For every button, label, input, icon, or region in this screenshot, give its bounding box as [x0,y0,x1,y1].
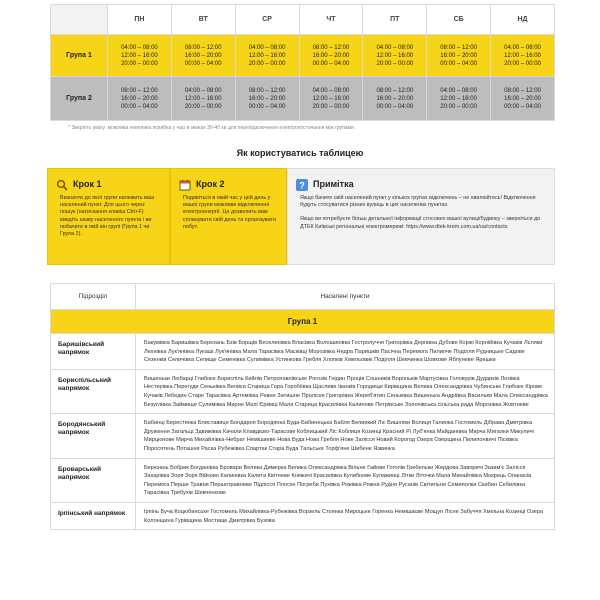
towns-list: Бакумівка Баришівка Березань Бзів Борщів Веселинівка Власівка Волошинівка Гостролуччя Григорівка Дернівка Дубове Коржі Корнійівка Кучаків Лєляки Лехнівка Лук'янівка Лукаші Лук'янівка Мала Тарасівка Масківці Морозівка Недра Паришків Пасічна Перемога Пилипче Поділля Рудницьке Садове Сезенків Селичівка Селище Семенівка Сулимівка Устинкова Гребля Хлопків Хмельовик Поділля Шевчинка Шовкове Яблуневе Ярешки [136,334,555,370]
time-slot: 08:00 – 12:00 [312,44,350,51]
time-slot: 00:00 – 04:00 [121,103,158,110]
time-slot: 16:00 – 20:00 [184,52,222,59]
time-slot: 12:00 – 16:00 [440,95,477,102]
time-slot: 04:00 – 08:00 [121,44,158,51]
division-column-header: Підрозділ [51,284,136,310]
time-slot: 04:00 – 08:00 [248,44,286,51]
day-header: ПН [108,5,172,35]
time-slot: 08:00 – 12:00 [248,87,286,94]
time-slot: 00:00 – 04:00 [440,60,477,67]
day-header: СР [235,5,299,35]
settlement-row [51,458,555,502]
time-slot-cell [235,77,299,121]
schedule-group-row [51,77,555,121]
note-text-1: Якщо бачите свій населений пункт у кількох групах відключень – не хвилюйтесь! Відключення будуть стосуватися різних вулиць в цих населених пунктах. [300,195,536,209]
outage-schedule-table [50,4,555,121]
time-slot-cell [491,35,555,77]
time-slot: 20:00 – 00:00 [184,103,222,110]
division-name: Бородянський напрямок [51,414,136,458]
time-slot-cell [491,77,555,121]
group-heading-row [51,310,555,334]
schedule-header-row [51,5,555,35]
note-title: Примітка [313,179,354,189]
time-slot: 20:00 – 00:00 [312,103,350,110]
time-slot-cell [363,77,427,121]
time-slot: 12:00 – 16:00 [376,52,414,59]
svg-text:?: ? [299,180,305,191]
towns-list: Вишеньки Любарці Глибоке Бориспіль Кийлів Петропавлівське Рогозів Гнідин Проців Сошників Вороньків Мартусівка Головурів Дударків Лозівка Нестерівка Перегуди Сеньківка Велика Старица Гора Горобіївка Щасливе Іванків Городище Кирівщина Велика Олександрівка Чубинське Глибоке Кірове Кучаків Лебедин Старе Тарасівка Артемівка Ревне Затишне Проліски Григорівка Жереб'ятин Сеньківка Вишенька Андріївка Васильки Мала Олександрівка Безуглівка Займище Сулимівка Мирне Малі Єрківці Мала Старица Красилівка Калинове Петрівське Золочівська сільська рада Морозівка Жовтневе [136,369,555,413]
towns-list: Березань Бобрик Богданівка Бровари Велика Димерка Велика Олександрівка Вільне Гайове Гоголів Гребельки Жердова Заворичі Зазим'є Залісся Захарівка Зоря Зоря Війково Калинівка Калита Квітневе Княжичі Красилівка Кулибнове Кулажинці Літки Літочки Мала Михайлівка Мокрець Опанасів Перемога Перше Травня Першотравневе Підлісся Плоске Погреби Пухівка Рожівка Рожни Рудня Русанів Світильня Семиполки Скибин Себилівка Тарасівка Требухів Шевченкове [136,458,555,502]
time-slot-cell [171,35,235,77]
calendar-icon [179,178,191,190]
settlement-row [51,502,555,529]
time-slot: 20:00 – 00:00 [376,60,414,67]
time-slot-cell [427,35,491,77]
step1-title: Крок 1 [73,179,102,189]
time-slot: 20:00 – 00:00 [504,60,541,67]
step2-title: Крок 2 [196,179,225,189]
time-slot-cell [235,35,299,77]
time-slot-cell [108,77,172,121]
time-slot: 12:00 – 16:00 [504,52,541,59]
time-slot-cell [363,35,427,77]
settlements-header-row [51,284,555,310]
time-slot: 04:00 – 08:00 [184,87,222,94]
note-box [287,168,555,265]
time-slot: 20:00 – 00:00 [440,103,477,110]
towns-column-header: Населені пункти [136,284,555,310]
towns-list: Ірпінь Буча Коцюбинське Гостомель Михайлівка-Рубежівка Ворзель Стоянка Мироцьке Горенка Немішаєве Мощун Лісне Забуччя Хмільна Козинці Озера Колонщина Гурівщина Мостище Дмитрівка Бузова [136,502,555,529]
time-slot: 16:00 – 20:00 [248,95,286,102]
time-slot: 04:00 – 08:00 [440,87,477,94]
time-slot: 12:00 – 16:00 [248,52,286,59]
time-slot: 08:00 – 12:00 [504,87,541,94]
settlement-row [51,414,555,458]
division-name: Баришівський напрямок [51,334,136,370]
day-header: НД [491,5,555,35]
group-heading: Група 1 [51,310,555,334]
time-slot: 04:00 – 08:00 [504,44,541,51]
time-slot: 08:00 – 12:00 [184,44,222,51]
division-name: Ірпінський напрямок [51,502,136,529]
time-slot: 08:00 – 12:00 [376,87,414,94]
time-slot: 16:00 – 20:00 [440,52,477,59]
howto-title: Як користуватись таблицею [236,148,364,158]
division-name: Броварський напрямок [51,458,136,502]
time-slot-cell [299,35,363,77]
question-icon [296,178,308,190]
step2-text: Подивіться в який час у цей день у вашої групи можливе відключення електроенергії. Це дозволить вам спланувати свій день та організувати побут. [183,195,276,230]
time-slot-cell [299,77,363,121]
magnifier-icon [56,178,68,190]
group-name-cell: Група 1 [51,35,108,77]
day-header: СБ [427,5,491,35]
time-slot: 04:00 – 08:00 [376,44,414,51]
time-slot: 16:00 – 20:00 [312,52,350,59]
note-text-2: Якщо ви потребуєте більш детальної інформації стосовно вашої вулиці/будинку – зверніться до ДТЕК Київські регіональні електромережі: https://www.dtek-krem.com.ua/ua/contacts [300,216,541,230]
time-slot: 12:00 – 16:00 [184,95,222,102]
step1-text: Визначте до якої групи належить ваш населений пункт. Для цього через пошук (натискання клавіш Ctrl+F) введіть назву населеного пункта і ви побачите в якій він групі (Група 1 чи Група 2). [60,195,155,238]
time-slot: 16:00 – 20:00 [504,95,541,102]
time-slot: 00:00 – 04:00 [376,103,414,110]
time-slot: 00:00 – 04:00 [248,103,286,110]
settlement-row [51,334,555,370]
step1-box [47,168,170,265]
schedule-corner-cell [51,5,108,35]
time-slot: 16:00 – 20:00 [121,95,158,102]
time-slot: 00:00 – 04:00 [312,60,350,67]
time-slot: 00:00 – 04:00 [184,60,222,67]
towns-list: Бабинці Берестянка Блиставиця Бондарня Бородянка Буда-Бабинецька Бабля Велиикий Ліс Вишняки Волиця Галинка Гостомель Дібрава Дмитрівка Друження Загальці Здвижівка Качали Клавдієво-Тарасове Коблицький Ліс Коблиця Козинці Красний Рі Луб'янка Майданівка Мирча Мигалки Микуличі Мирцюнове Мирча Михайлівка-Небрат Немішаеве Нова Буда Нова Гребля Нове Залісся Новий Корогод Озера Озерщина Пилипонвичі Пісківка Поросятень Поташня Раска Рубежівка Спартак Стара Буда Тальське Торф'яне Шибене Язвинка [136,414,555,458]
time-slot: 16:00 – 20:00 [376,95,414,102]
time-slot: 08:00 – 12:00 [440,44,477,51]
time-slot: 20:00 – 00:00 [121,60,158,67]
time-slot-cell [427,77,491,121]
group-name-cell: Група 2 [51,77,108,121]
time-slot: 00:00 – 04:00 [504,103,541,110]
division-name: Бориспільський напрямок [51,369,136,413]
time-slot: 08:00 – 12:00 [121,87,158,94]
schedule-footnote: * Зверніть увагу: можлива невелика похибка у часі в межах 30-40 хв для перепідключення електропостачання між групами. [68,125,356,131]
settlement-row [51,369,555,413]
time-slot-cell [108,35,172,77]
time-slot: 04:00 – 08:00 [312,87,350,94]
day-header: ВТ [171,5,235,35]
time-slot: 12:00 – 16:00 [121,52,158,59]
step2-box [170,168,287,265]
settlements-table [50,283,555,530]
time-slot: 12:00 – 16:00 [312,95,350,102]
day-header: ЧТ [299,5,363,35]
schedule-group-row [51,35,555,77]
time-slot-cell [171,77,235,121]
time-slot: 20:00 – 00:00 [248,60,286,67]
day-header: ПТ [363,5,427,35]
